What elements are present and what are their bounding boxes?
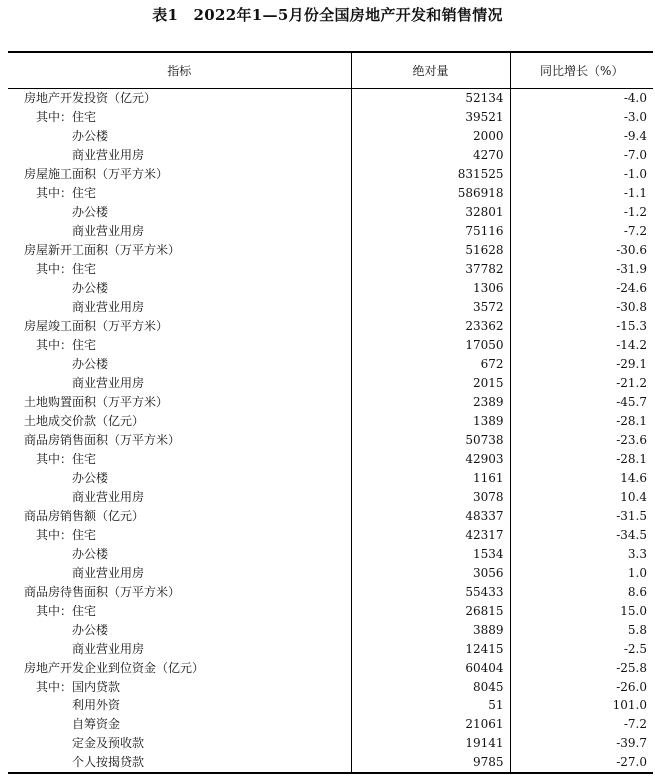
absolute-value-cell: 12415 [351,639,510,658]
header-indicator: 指标 [8,52,351,89]
indicator-cell [8,677,351,696]
indicator-cell [8,449,351,468]
absolute-value-cell: 2015 [351,374,510,393]
absolute-value-cell: 831525 [351,165,510,184]
table-row [8,525,653,544]
absolute-value-cell: 42903 [351,449,510,468]
data-table [8,51,653,774]
growth-value-cell: -28.1 [510,411,653,430]
table-row [8,506,653,525]
indicator-label: 办公楼 [72,546,109,561]
table-row [8,563,653,582]
absolute-value-cell: 8045 [351,677,510,696]
growth-value-cell: -30.6 [510,241,653,260]
indicator-label: 商业营业用房 [72,489,145,504]
table-body [8,89,653,773]
table-row [8,298,653,317]
growth-value-cell: -1.2 [510,203,653,222]
table-row [8,355,653,374]
indicator-cell [8,298,351,317]
indicator-label: 办公楼 [72,357,109,372]
indicator-cell [8,563,351,582]
absolute-value-cell: 52134 [351,89,510,108]
growth-value-cell: -1.1 [510,184,653,203]
table-row [8,468,653,487]
growth-value-cell: -39.7 [510,734,653,753]
absolute-value-cell: 2389 [351,393,510,412]
indicator-cell [8,184,351,203]
table-row [8,127,653,146]
indicator-prefix: 其中： [36,186,73,201]
indicator-prefix: 其中： [36,603,73,618]
absolute-value-cell: 42317 [351,525,510,544]
table-header [8,52,653,89]
indicator-label: 商业营业用房 [72,300,145,315]
table-row [8,544,653,563]
growth-value-cell: -27.0 [510,753,653,773]
indicator-label: 商业营业用房 [72,376,145,391]
indicator-label: 商品房销售额（亿元） [24,508,145,523]
growth-value-cell: -31.9 [510,260,653,279]
page-title: 表1 2022年1—5月份全国房地产开发和销售情况 [152,6,503,24]
indicator-prefix: 其中： [36,451,73,466]
growth-value-cell: -23.6 [510,430,653,449]
table-row [8,582,653,601]
absolute-value-cell: 23362 [351,317,510,336]
table-row [8,430,653,449]
indicator-cell [8,374,351,393]
table-row [8,753,653,773]
growth-value-cell: -21.2 [510,374,653,393]
growth-value-cell: -7.2 [510,222,653,241]
table-row [8,487,653,506]
indicator-cell [8,620,351,639]
absolute-value-cell: 51628 [351,241,510,260]
indicator-cell [8,336,351,355]
table-row [8,411,653,430]
header-growth: 同比增长（%） [510,52,653,89]
absolute-value-cell: 586918 [351,184,510,203]
absolute-value-cell: 2000 [351,127,510,146]
indicator-label: 个人按揭贷款 [72,755,145,770]
table-row [8,449,653,468]
indicator-label: 商业营业用房 [72,641,145,656]
indicator-label: 住宅 [72,110,97,125]
table-row [8,203,653,222]
indicator-label: 办公楼 [72,622,109,637]
growth-value-cell: -31.5 [510,506,653,525]
growth-value-cell: 14.6 [510,468,653,487]
growth-value-cell: 3.3 [510,544,653,563]
table-row [8,620,653,639]
table-row [8,241,653,260]
table-row [8,601,653,620]
indicator-cell [8,696,351,715]
indicator-label: 住宅 [72,451,97,466]
growth-value-cell: -4.0 [510,89,653,108]
absolute-value-cell: 3078 [351,487,510,506]
indicator-label: 办公楼 [72,129,109,144]
growth-value-cell: -9.4 [510,127,653,146]
absolute-value-cell: 672 [351,355,510,374]
indicator-cell [8,753,351,773]
growth-value-cell: -28.1 [510,449,653,468]
growth-value-cell: -34.5 [510,525,653,544]
growth-value-cell: -15.3 [510,317,653,336]
growth-value-cell: -24.6 [510,279,653,298]
indicator-prefix: 其中： [36,679,73,694]
indicator-cell [8,658,351,677]
indicator-label: 土地购置面积（万平方米） [24,394,169,409]
indicator-prefix: 其中： [36,338,73,353]
indicator-label: 国内贷款 [72,679,121,694]
absolute-value-cell: 48337 [351,506,510,525]
table-row [8,336,653,355]
growth-value-cell: 10.4 [510,487,653,506]
growth-value-cell: 1.0 [510,563,653,582]
indicator-label: 住宅 [72,603,97,618]
indicator-cell [8,582,351,601]
indicator-prefix: 其中： [36,110,73,125]
absolute-value-cell: 26815 [351,601,510,620]
table-row [8,734,653,753]
absolute-value-cell: 3889 [351,620,510,639]
absolute-value-cell: 75116 [351,222,510,241]
growth-value-cell: -29.1 [510,355,653,374]
growth-value-cell: 15.0 [510,601,653,620]
absolute-value-cell: 39521 [351,108,510,127]
table-row [8,222,653,241]
indicator-cell [8,165,351,184]
table-row [8,184,653,203]
table-row [8,146,653,165]
indicator-label: 办公楼 [72,281,109,296]
growth-value-cell: -45.7 [510,393,653,412]
absolute-value-cell: 32801 [351,203,510,222]
indicator-cell [8,260,351,279]
indicator-label: 办公楼 [72,205,109,220]
indicator-cell [8,355,351,374]
indicator-label: 定金及预收款 [72,736,145,751]
table-row [8,374,653,393]
indicator-cell [8,411,351,430]
table-row [8,393,653,412]
absolute-value-cell: 3056 [351,563,510,582]
absolute-value-cell: 9785 [351,753,510,773]
table-row [8,317,653,336]
indicator-label: 住宅 [72,262,97,277]
indicator-cell [8,525,351,544]
indicator-cell [8,89,351,108]
growth-value-cell: -14.2 [510,336,653,355]
indicator-cell [8,146,351,165]
indicator-cell [8,639,351,658]
indicator-cell [8,430,351,449]
indicator-label: 房地产开发投资（亿元） [24,91,157,106]
table-row [8,677,653,696]
indicator-label: 房屋施工面积（万平方米） [24,167,169,182]
indicator-cell [8,108,351,127]
table-row [8,658,653,677]
growth-value-cell: 8.6 [510,582,653,601]
header-absolute: 绝对量 [351,52,510,89]
table-row [8,165,653,184]
indicator-cell [8,544,351,563]
absolute-value-cell: 19141 [351,734,510,753]
indicator-cell [8,317,351,336]
growth-value-cell: -30.8 [510,298,653,317]
indicator-label: 住宅 [72,186,97,201]
growth-value-cell: -25.8 [510,658,653,677]
indicator-cell [8,468,351,487]
indicator-cell [8,203,351,222]
table-row [8,89,653,108]
table-row [8,715,653,734]
absolute-value-cell: 50738 [351,430,510,449]
indicator-label: 商业营业用房 [72,565,145,580]
growth-value-cell: -3.0 [510,108,653,127]
indicator-cell [8,506,351,525]
indicator-cell [8,393,351,412]
absolute-value-cell: 4270 [351,146,510,165]
growth-value-cell: 5.8 [510,620,653,639]
growth-value-cell: -26.0 [510,677,653,696]
indicator-label: 土地成交价款（亿元） [24,413,145,428]
absolute-value-cell: 17050 [351,336,510,355]
indicator-prefix: 其中： [36,527,73,542]
absolute-value-cell: 3572 [351,298,510,317]
growth-value-cell: -7.2 [510,715,653,734]
table-row [8,696,653,715]
absolute-value-cell: 1161 [351,468,510,487]
indicator-label: 商业营业用房 [72,148,145,163]
indicator-label: 自筹资金 [72,717,121,732]
absolute-value-cell: 1306 [351,279,510,298]
table-row [8,639,653,658]
indicator-label: 住宅 [72,338,97,353]
growth-value-cell: 101.0 [510,696,653,715]
indicator-cell [8,601,351,620]
growth-value-cell: -7.0 [510,146,653,165]
indicator-label: 商品房销售面积（万平方米） [24,432,181,447]
table-row [8,108,653,127]
absolute-value-cell: 55433 [351,582,510,601]
table-row [8,260,653,279]
indicator-label: 房地产开发企业到位资金（亿元） [24,660,205,675]
indicator-cell [8,241,351,260]
indicator-prefix: 其中： [36,262,73,277]
absolute-value-cell: 60404 [351,658,510,677]
indicator-cell [8,715,351,734]
indicator-cell [8,127,351,146]
indicator-label: 利用外资 [72,698,121,713]
absolute-value-cell: 37782 [351,260,510,279]
absolute-value-cell: 51 [351,696,510,715]
table-row [8,279,653,298]
indicator-label: 住宅 [72,527,97,542]
indicator-label: 房屋新开工面积（万平方米） [24,243,181,258]
growth-value-cell: -2.5 [510,639,653,658]
indicator-label: 商品房待售面积（万平方米） [24,584,181,599]
indicator-label: 办公楼 [72,470,109,485]
indicator-cell [8,222,351,241]
indicator-label: 商业营业用房 [72,224,145,239]
absolute-value-cell: 1534 [351,544,510,563]
growth-value-cell: -1.0 [510,165,653,184]
absolute-value-cell: 21061 [351,715,510,734]
indicator-cell [8,487,351,506]
indicator-cell [8,279,351,298]
absolute-value-cell: 1389 [351,411,510,430]
indicator-label: 房屋竣工面积（万平方米） [24,319,169,334]
indicator-cell [8,734,351,753]
